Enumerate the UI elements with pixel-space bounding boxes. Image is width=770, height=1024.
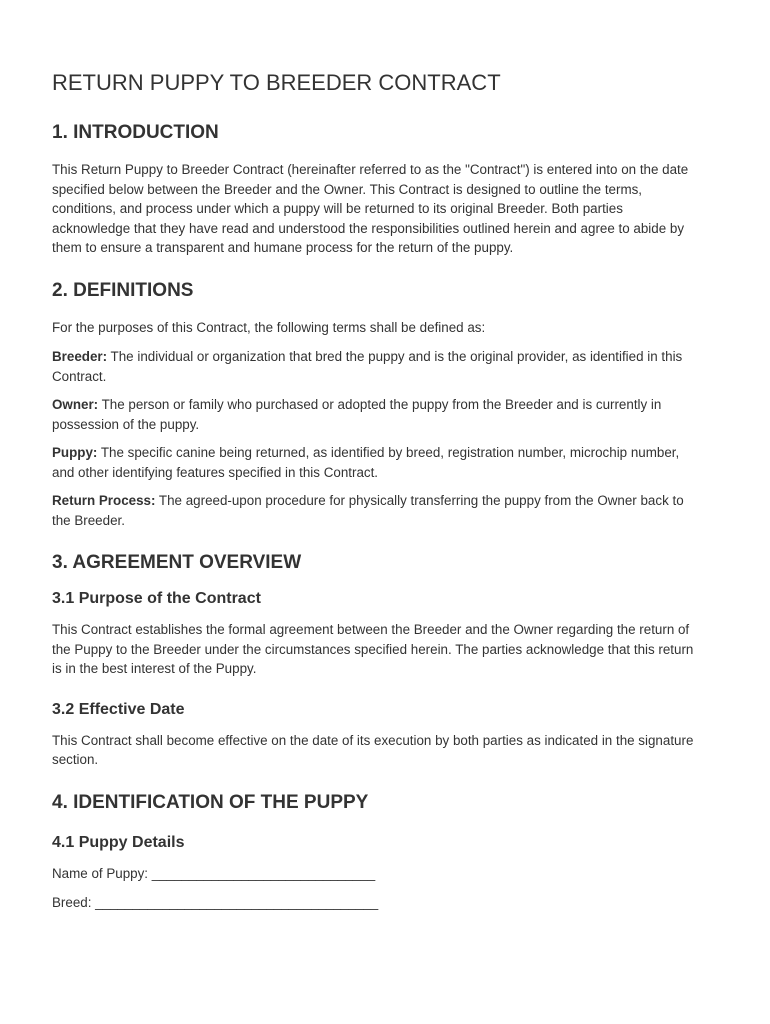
definition-term: Owner: [52, 397, 99, 412]
subsection-heading: 3.2 Effective Date [52, 700, 185, 718]
section-heading: 4. IDENTIFICATION OF THE PUPPY [52, 791, 369, 813]
definition-breeder [52, 347, 700, 386]
subsection-heading: 4.1 Puppy Details [52, 833, 185, 851]
definitions-intro: For the purposes of this Contract, the following terms shall be defined as: [52, 319, 486, 335]
definition-owner [52, 395, 700, 434]
puppy-breed-field: Breed: ______________________________________ [52, 895, 379, 910]
introduction-paragraph: This Return Puppy to Breeder Contract (hereinafter referred to as the "Contract") is entered into on the date specified below between the Breeder and the Owner. This Contract is designed to outline the terms, conditions, and process under which a puppy will be returned to its original Breeder. Both parties acknowledge that they have read and understood the responsibilities outlined herein and agree to abide by them to ensure a transparent and humane process for the return of the puppy. [52, 162, 689, 255]
definition-puppy [52, 443, 700, 482]
definition-text: The agreed-upon procedure for physically transferring the puppy from the Owner back to the Breeder. [52, 493, 684, 528]
definition-return-process [52, 491, 700, 530]
effective-date-paragraph: This Contract shall become effective on the date of its execution by both parties as indicated in the signature section. [52, 732, 694, 767]
definition-text: The specific canine being returned, as identified by breed, registration number, microchip number, and other identifying features specified in this Contract. [52, 445, 680, 480]
definition-term: Breeder: [52, 349, 108, 364]
definition-text: The individual or organization that bred the puppy and is the original provider, as identified in this Contract. [52, 349, 683, 384]
section-definitions [52, 280, 700, 531]
definition-term: Puppy: [52, 445, 98, 460]
section-identification [52, 792, 700, 913]
puppy-name-field: Name of Puppy: ______________________________ [52, 865, 376, 881]
subsection-heading: 3.1 Purpose of the Contract [52, 590, 261, 607]
section-heading: 1. INTRODUCTION [52, 122, 219, 143]
section-agreement-overview [52, 552, 700, 770]
section-introduction [52, 122, 700, 258]
purpose-paragraph: This Contract establishes the formal agreement between the Breeder and the Owner regarding the return of the Puppy to the Breeder under the circumstances specified herein. The parties acknowledge that this return is in the best interest of the Puppy. [52, 622, 694, 676]
definition-term: Return Process: [52, 493, 156, 508]
definition-text: The person or family who purchased or adopted the puppy from the Breeder and is currently in possession of the puppy. [52, 397, 662, 432]
section-heading: 3. AGREEMENT OVERVIEW [52, 552, 302, 573]
document-title: RETURN PUPPY TO BREEDER CONTRACT [52, 70, 501, 95]
section-heading: 2. DEFINITIONS [52, 279, 194, 301]
